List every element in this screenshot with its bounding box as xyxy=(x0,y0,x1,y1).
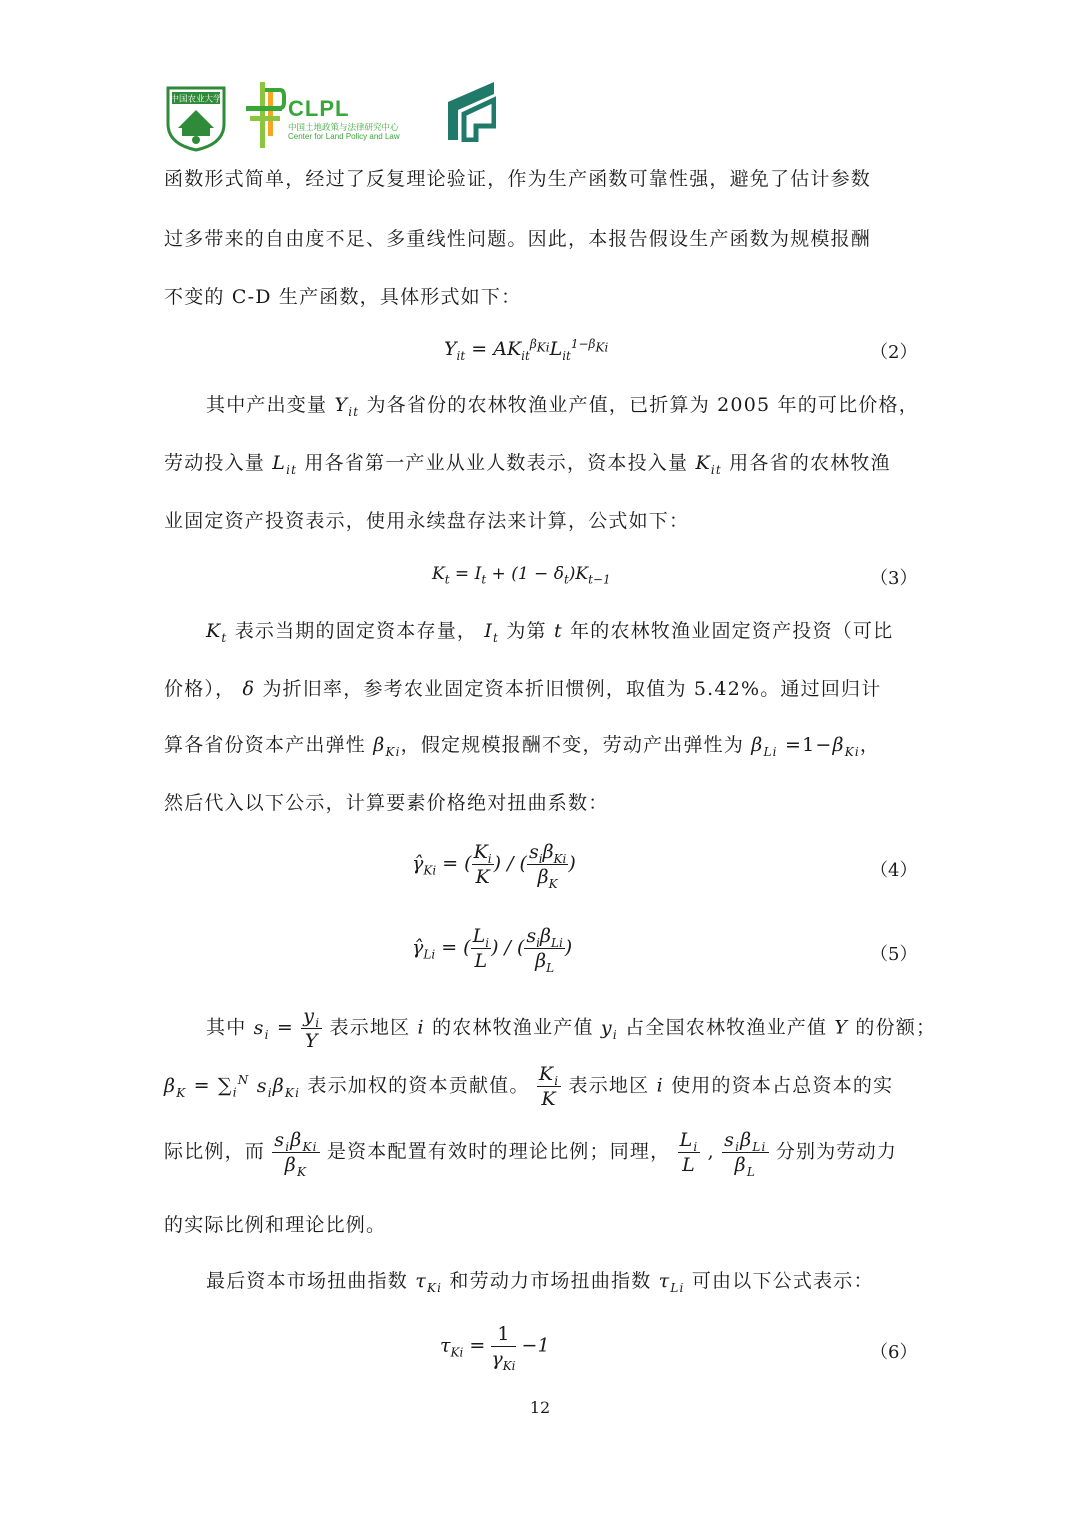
paragraph-line: 然后代入以下公示，计算要素价格绝对扭曲系数： xyxy=(164,792,609,814)
paragraph-line: 业固定资产投资表示，使用永续盘存法来计算，公式如下： xyxy=(164,510,690,532)
paragraph-line: 不变的 C-D 生产函数，具体形式如下： xyxy=(164,286,522,308)
paragraph-line: 过多带来的自由度不足、多重线性问题。因此，本报告假设生产函数为规模报酬 xyxy=(164,228,872,250)
paragraph-line: 劳动投入量 $L_{it}$ 用各省第一产业从业人数表示，资本投入量 $K_{it}$ 用各省的农林牧渔 xyxy=(164,452,891,477)
paragraph-line: 算各省份资本产出弹性 $\beta_{Ki}$，假定规模报酬不变，劳动产出弹性为 $\beta_{Li} =1-\beta_{Ki}$， xyxy=(164,734,881,759)
university-seal-logo xyxy=(162,84,230,152)
clpl-chinese-name: 中国土地政策与法律研究中心 xyxy=(288,122,399,132)
paragraph-line: 价格）， δ 为折旧率，参考农业固定资本折旧惯例，取值为 5.42%。通过回归计 xyxy=(164,678,882,700)
page-number: 12 xyxy=(529,1398,551,1417)
paragraph-line: 最后资本市场扭曲指数 $\tau_{Ki}$ 和劳动力市场扭曲指数 $\tau_{Li}$ 可由以下公式表示： xyxy=(206,1270,874,1295)
equation-2: $Y_{it} = AK_{it}^{\beta_{Ki}}L_{it}^{1-\beta_{Ki}}$ xyxy=(444,336,609,363)
equation-5-label: （5） xyxy=(870,944,918,965)
paragraph-line: 函数形式简单，经过了反复理论验证，作为生产函数可靠性强，避免了估计参数 xyxy=(164,168,872,190)
building-logo xyxy=(446,80,496,142)
equation-5: $\gammâ_{Li}$ = ( $\frac{L_i}{L}$ ) / ( $\frac{s_i\beta_{Li}}{\beta_L}$ ) xyxy=(412,925,573,975)
clpl-mark-icon xyxy=(246,82,286,148)
clpl-logo xyxy=(246,80,426,152)
equation-4-label: （4） xyxy=(870,860,918,881)
paragraph-line: 际比例，而 $\frac{s_i\beta_{Ki}}{\beta_K}$ 是资本配置有效时的理论比例；同理， $\frac{L_i}{L}$ , $\frac{s_i\beta_{Li}}{\beta_L}$ 分别为劳动力 xyxy=(164,1129,898,1179)
equation-4: $\gammâ_{Ki}$ = ( $\frac{K_i}{K}$ ) / ( $\frac{s_i\beta_{Ki}}{\beta_K}$ ) xyxy=(412,841,576,891)
paragraph-line: $\beta_K = \sum_i^N$ $s_i\beta_{Ki}$ 表示加权的资本贡献值。 $\frac{K_i}{K}$ 表示地区 i 使用的资本占总资本的实 xyxy=(164,1063,894,1110)
clpl-english-name: Center for Land Policy and Law xyxy=(288,132,400,141)
paragraph-line: 的实际比例和理论比例。 xyxy=(164,1214,387,1236)
equation-3: $K_t = I_t + (1 - \delta_t)K_{t-1}$ xyxy=(432,564,611,587)
equation-6: $\tau_{Ki}$ = $\frac{1}{\gamma_{Ki}}$ −1 xyxy=(440,1323,550,1373)
equation-2-label: （2） xyxy=(870,342,918,363)
svg-text:中国农业大学: 中国农业大学 xyxy=(170,94,222,105)
equation-3-label: （3） xyxy=(870,568,918,589)
clpl-name: CLPL xyxy=(288,96,350,121)
paragraph-line: 其中产出变量 $Y_{it}$ 为各省份的农林牧渔业产值，已折算为 2005 年的可比价格， xyxy=(206,394,919,419)
equation-6-label: （6） xyxy=(870,1342,918,1363)
paragraph-line: $K_t$ 表示当期的固定资本存量， $I_t$ 为第 t 年的农林牧渔业固定资产投资（可比 xyxy=(206,620,894,645)
paragraph-line: 其中 $s_i$ = $\frac{y_i}{Y}$ 表示地区 i 的农林牧渔业产值 $y_i$ 占全国农林牧渔业产值 Y 的份额； xyxy=(206,1005,937,1052)
